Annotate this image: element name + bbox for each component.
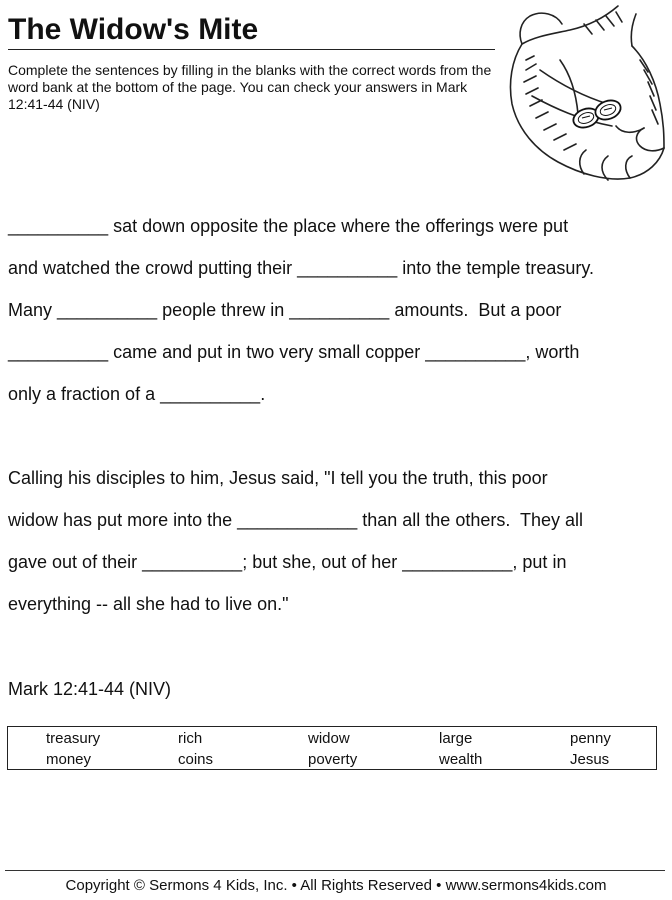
word-bank-word: rich [178, 730, 203, 747]
passage-line: only a fraction of a __________. [8, 384, 266, 404]
scripture-reference: Mark 12:41-44 (NIV) [8, 679, 172, 699]
word-bank-row [8, 730, 656, 750]
footer-divider [5, 870, 665, 871]
passage-line: Many __________ people threw in __________ amounts. But a poor [8, 300, 562, 320]
passage-paragraph-2 [8, 457, 658, 625]
passage-paragraph-1 [8, 205, 658, 415]
title-underline [8, 49, 495, 50]
word-bank-word: money [46, 751, 92, 768]
footer-copyright: Copyright © Sermons 4 Kids, Inc. • All Rights Reserved • www.sermons4kids.com [65, 877, 607, 894]
word-bank-word: wealth [439, 751, 483, 768]
passage-line: Calling his disciples to him, Jesus said, "I tell you the truth, this poor [8, 468, 548, 488]
hand-holding-coins-icon [500, 0, 668, 196]
word-bank-word: large [439, 730, 473, 747]
word-bank-word: widow [308, 730, 350, 747]
word-bank-word: Jesus [570, 751, 610, 768]
passage-line: gave out of their __________; but she, out of her ___________, put in [8, 552, 567, 572]
word-bank-word: poverty [308, 751, 358, 768]
word-bank [7, 726, 657, 770]
word-bank-word: penny [570, 730, 611, 747]
word-bank-row [8, 751, 656, 771]
word-bank-word: treasury [46, 730, 101, 747]
page-title: The Widow's Mite [8, 13, 259, 46]
passage-line: __________ came and put in two very small copper __________, worth [8, 342, 580, 362]
passage-line: __________ sat down opposite the place where the offerings were put [8, 216, 569, 236]
passage-line: and watched the crowd putting their __________ into the temple treasury. [8, 258, 595, 278]
passage-line: widow has put more into the ____________ than all the others. They all [8, 510, 584, 530]
instructions-text: Complete the sentences by filling in the blanks with the correct words from the word bank at the bottom of the page. You can check your answers in Mark 12:41-44 (NIV) [8, 62, 492, 112]
passage-line: everything -- all she had to live on." [8, 594, 289, 614]
word-bank-word: coins [178, 751, 214, 768]
